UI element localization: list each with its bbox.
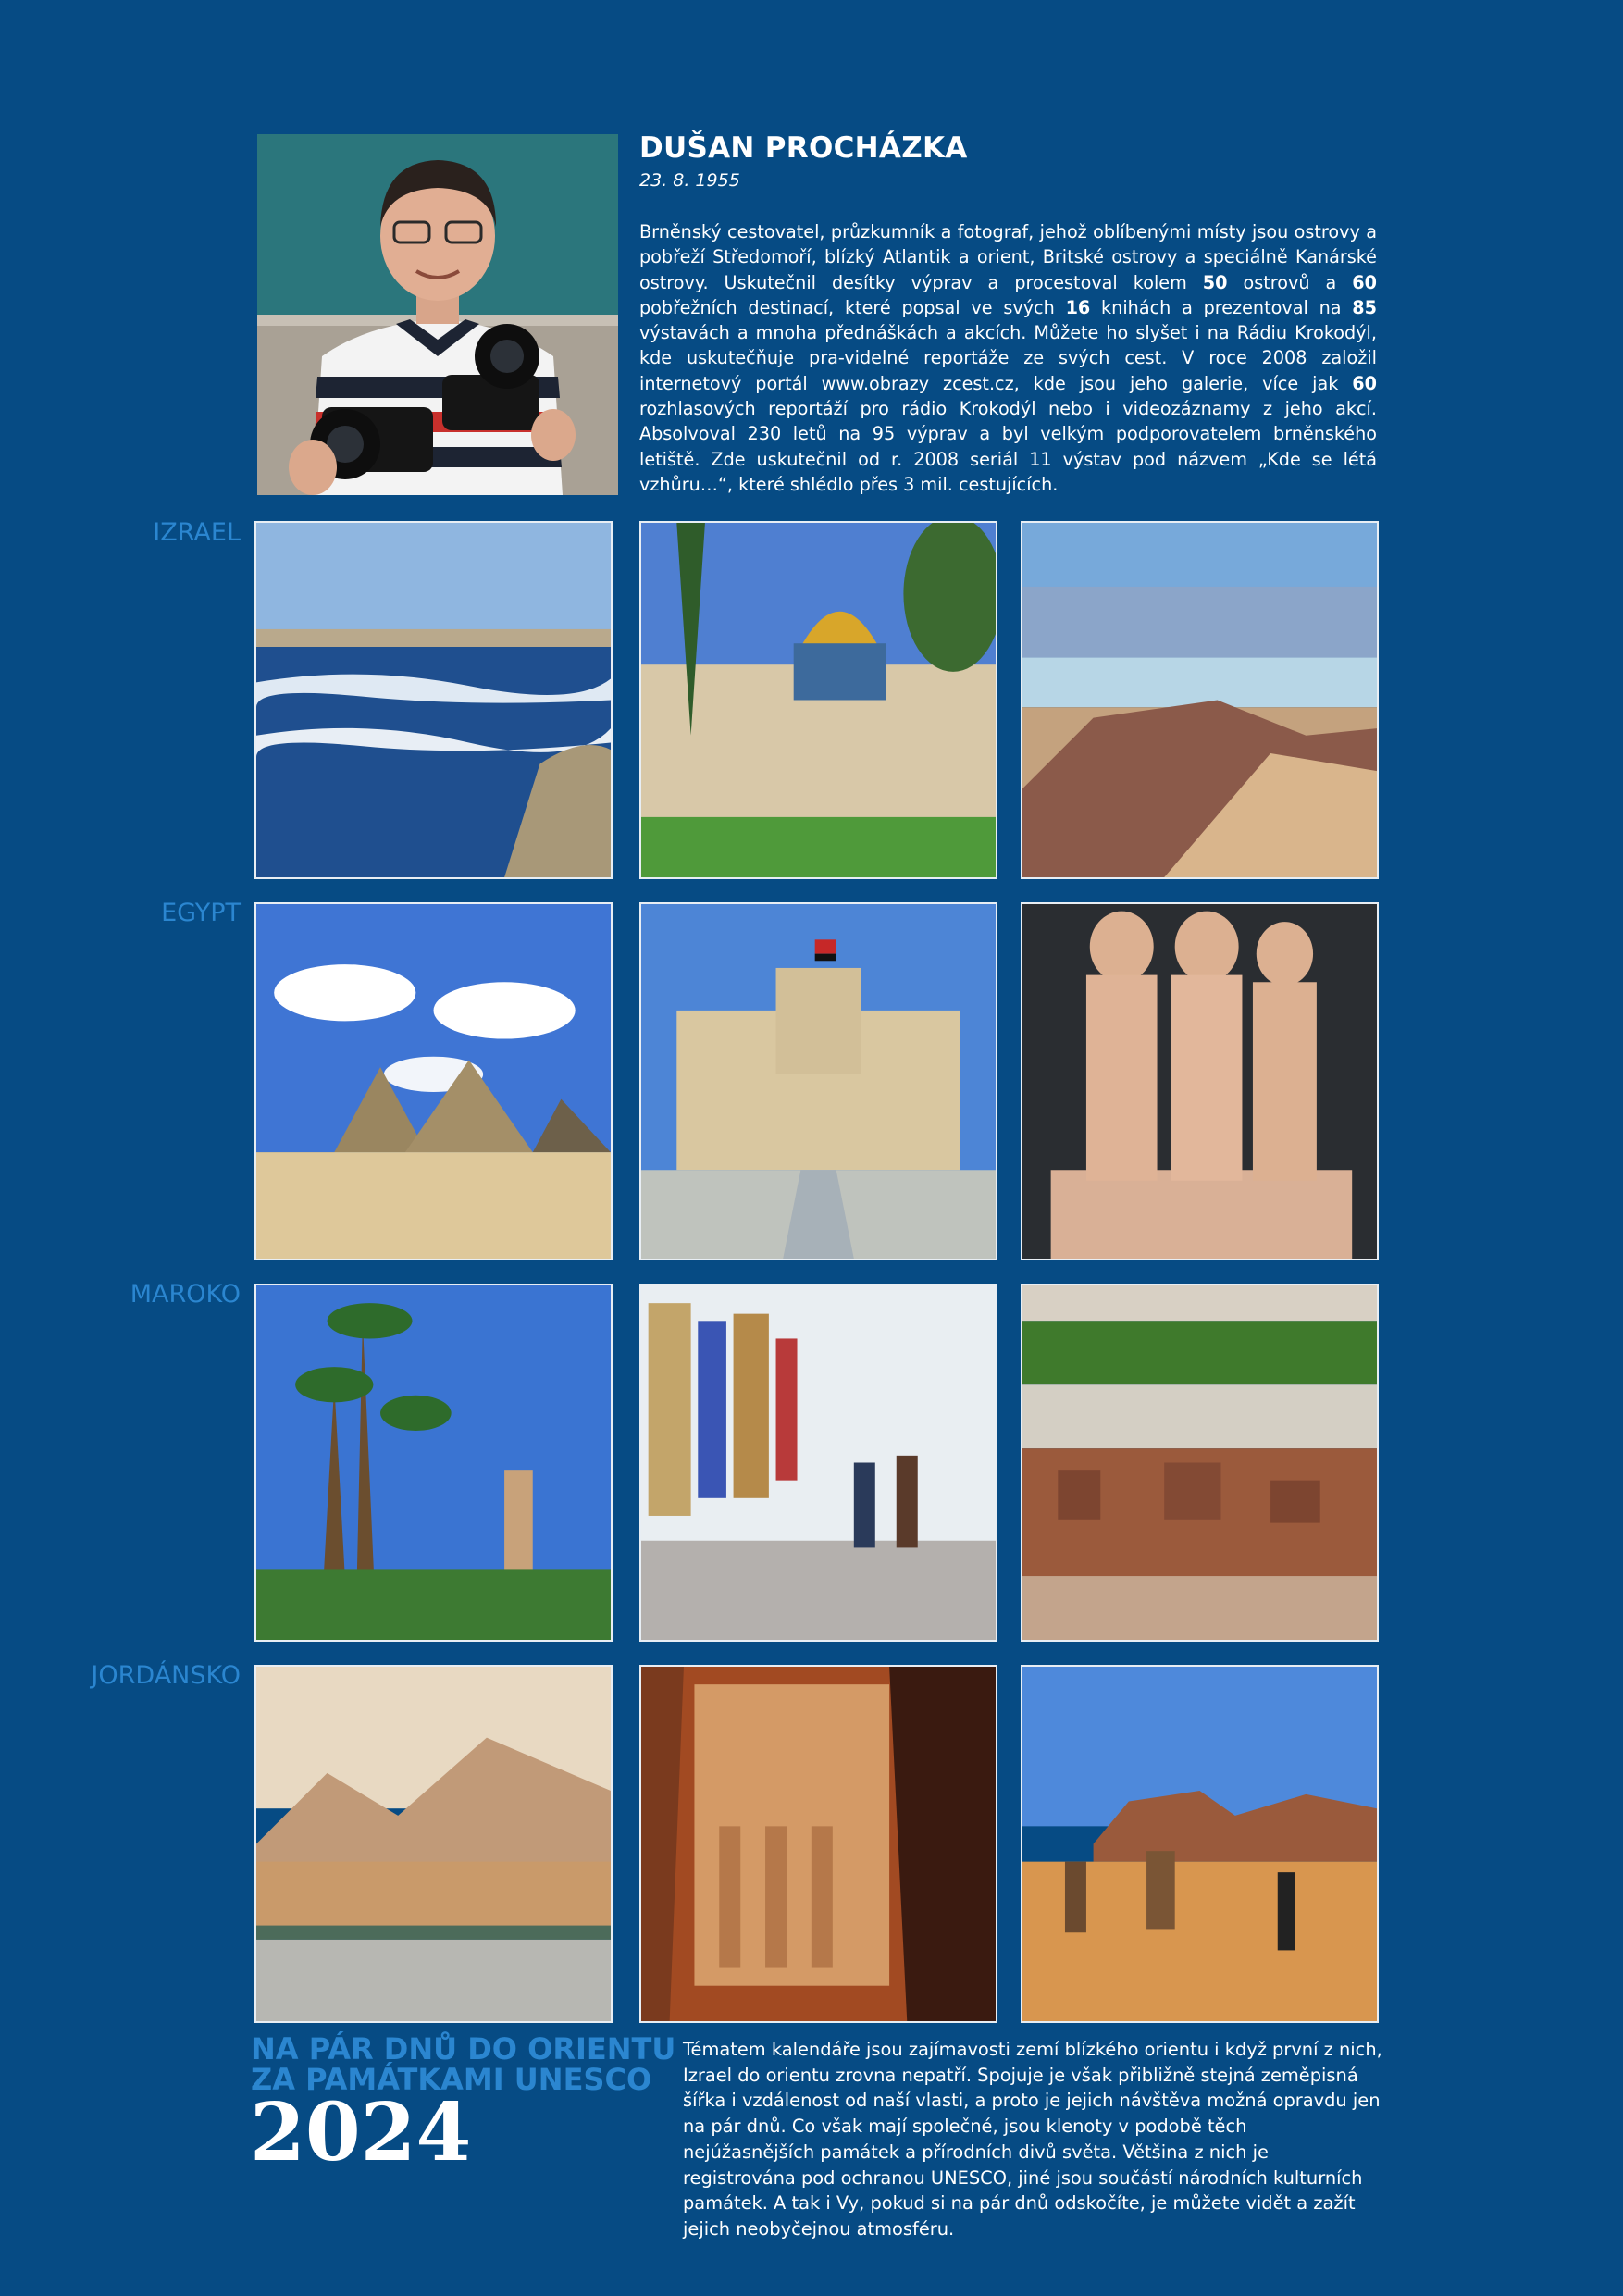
country-label-jordansko: JORDÁNSKO [91,1661,241,1690]
country-label-izrael: IZRAEL [153,518,241,547]
author-birth-date: 23. 8. 1955 [639,170,740,191]
photo-maroko-koutoubia [254,1284,613,1642]
photo-egypt-statues [1021,902,1379,1260]
author-bio [639,130,1377,497]
calendar-year: 2024 [250,2086,472,2179]
photo-egypt-pyramids [254,902,613,1260]
photo-izrael-masada [1021,521,1379,879]
calendar-title-line-1: NA PÁR DNŮ DO ORIENTU [251,2031,676,2066]
calendar-description: Tématem kalendáře jsou zajímavosti zemí blízkého orientu i když první z nich, Izrael do orientu zrovna nepatří. Spojuje je však přibližně stejná zeměpisná šířka i vzdálenost od naší vlasti, a proto je jejich návštěva možná opravdu jen na pár dnů. Co však mají společné, jsou klenoty v podobě těch nejúžasnějších památek a přírodních divů světa. Většina z nich je registrována pod ochranou UNESCO, jiné jsou součástí národních kulturních památek. A tak i Vy, pokud si na pár dnů odskočíte, je můžete vidět a zažít jejich neobyčejnou atmosféru. [683,2039,1382,2240]
calendar-title-line-2: ZA PAMÁTKAMI UNESCO [251,2062,652,2097]
photo-jordansko-aqaba [254,1665,613,2023]
photo-maroko-souk [639,1284,997,1642]
photo-izrael-coast [254,521,613,879]
photo-maroko-ait-ben-haddou [1021,1284,1379,1642]
author-portrait-photo [257,134,618,495]
author-bio-text: Brněnský cestovatel, průzkumník a fotograf, jehož oblíbenými místy jsou ostrovy a pobřeží Středomoří, blízký Atlantik a orient, Britské ostrovy a speciálně Kanárské ostrovy. Uskutečnil desítky výprav a procestoval kolem 50 ostrovů a 60 pobřežních destinací, které popsal ve svých 16 knihách a prezentoval na 85 výstavách a mnoha přednáškách a akcích. Můžete ho slyšet i na Rádiu Krokodýl, kde uskutečňuje pra-videlné reportáže ze svých cest. V roce 2008 založil internetový portál www.obrazy zcest.cz, kde jsou jeho galerie, více jak 60 rozhlasových reportáží pro rádio Krokodýl nebo i videozáznamy z jeho akcí. Absolvoval 230 letů na 95 výprav a byl velkým podporovatelem brněnského letiště. Zde uskutečnil od r. 2008 seriál 11 výstav pod názvem „Kde se létá vzhůru…“, které shlédlo přes 3 mil. cestujících. [639,221,1377,495]
photo-egypt-qaitbay-citadel [639,902,997,1260]
photo-jordansko-wadi-rum [1021,1665,1379,2023]
photo-izrael-dome-of-the-rock [639,521,997,879]
country-label-maroko: MAROKO [130,1280,241,1309]
photo-jordansko-petra [639,1665,997,2023]
author-name: DUŠAN PROCHÁZKA [639,131,968,165]
country-label-egypt: EGYPT [161,899,241,927]
